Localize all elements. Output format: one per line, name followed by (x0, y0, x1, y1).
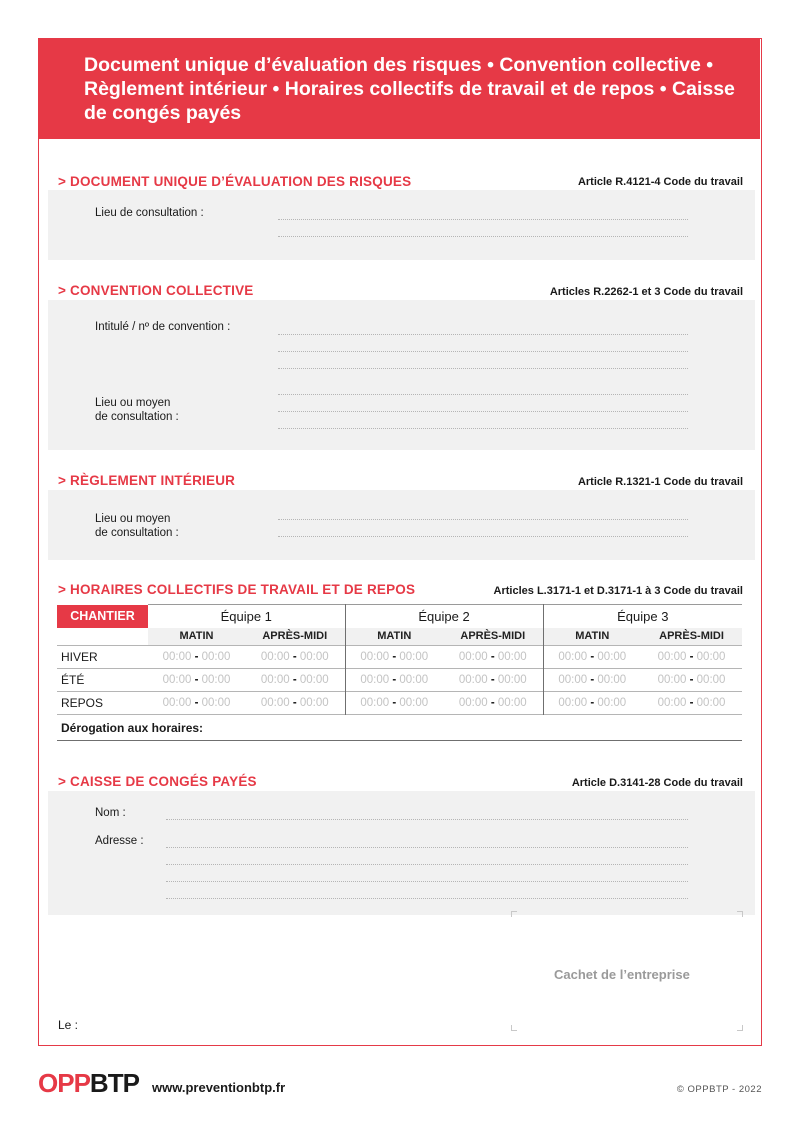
section-title-horaires: > HORAIRES COLLECTIFS DE TRAVAIL ET DE REPOS (58, 582, 416, 597)
section-ref-conges: Article D.3141-28 Code du travail (571, 777, 743, 789)
panel-reglement (48, 490, 755, 560)
time-separator: - (590, 674, 595, 686)
logo-opp: OPP (38, 1068, 90, 1098)
end-time[interactable]: 00:00 (399, 674, 429, 686)
oppbtp-logo (38, 1068, 139, 1099)
end-time[interactable]: 00:00 (597, 697, 627, 709)
end-time[interactable]: 00:00 (497, 674, 527, 686)
schedule-row (57, 646, 742, 669)
time-separator: - (194, 674, 199, 686)
time-slot[interactable] (543, 669, 641, 692)
start-time[interactable]: 00:00 (162, 674, 192, 686)
end-time[interactable]: 00:00 (299, 697, 329, 709)
schedule-row (57, 692, 742, 715)
start-time[interactable]: 00:00 (360, 651, 390, 663)
schedule-row (57, 669, 742, 692)
panel-duer (48, 190, 755, 260)
end-time[interactable]: 00:00 (399, 651, 429, 663)
schedule-row-label: HIVER (57, 646, 148, 669)
start-time[interactable]: 00:00 (162, 697, 192, 709)
reglement-lieu-field-1[interactable] (278, 519, 688, 520)
start-time[interactable]: 00:00 (558, 651, 588, 663)
time-separator: - (194, 697, 199, 709)
time-separator: - (689, 674, 694, 686)
end-time[interactable]: 00:00 (696, 651, 726, 663)
reglement-lieu-label-2: de consultation : (95, 527, 179, 539)
reglement-lieu-label-1: Lieu ou moyen (95, 513, 171, 525)
end-time[interactable]: 00:00 (497, 651, 527, 663)
time-slot[interactable] (345, 646, 443, 669)
time-slot[interactable] (443, 669, 543, 692)
period-matin: MATIN (543, 628, 641, 646)
lieu-moyen-field-3[interactable] (278, 428, 688, 429)
time-slot[interactable] (245, 692, 345, 715)
time-separator: - (490, 674, 495, 686)
time-separator: - (292, 651, 297, 663)
time-slot[interactable] (443, 692, 543, 715)
time-separator: - (490, 697, 495, 709)
section-ref-duer: Article R.4121-4 Code du travail (577, 176, 743, 188)
time-separator: - (490, 651, 495, 663)
section-title-convention: > CONVENTION COLLECTIVE (58, 283, 254, 298)
schedule-row-label: REPOS (57, 692, 148, 715)
intitule-field-3[interactable] (278, 368, 688, 369)
intitule-field-2[interactable] (278, 351, 688, 352)
adresse-label: Adresse : (95, 835, 144, 847)
time-slot[interactable] (543, 646, 641, 669)
time-slot[interactable] (641, 669, 742, 692)
time-separator: - (689, 651, 694, 663)
form-header (39, 39, 760, 139)
time-slot[interactable] (543, 692, 641, 715)
equipe-3-header: Équipe 3 (543, 605, 742, 628)
end-time[interactable]: 00:00 (696, 697, 726, 709)
time-separator: - (590, 651, 595, 663)
section-title-conges: > CAISSE DE CONGÉS PAYÉS (58, 774, 257, 789)
time-separator: - (292, 697, 297, 709)
start-time[interactable]: 00:00 (458, 651, 488, 663)
cachet-label: Cachet de l’entreprise (554, 967, 690, 982)
start-time[interactable]: 00:00 (260, 697, 290, 709)
time-separator: - (392, 651, 397, 663)
end-time[interactable]: 00:00 (597, 651, 627, 663)
start-time[interactable]: 00:00 (260, 651, 290, 663)
time-separator: - (392, 697, 397, 709)
lieu-consultation-field-2[interactable] (278, 236, 688, 237)
section-ref-horaires: Articles L.3171-1 et D.3171-1 à 3 Code du travail (493, 585, 743, 597)
time-slot[interactable] (345, 669, 443, 692)
end-time[interactable]: 00:00 (399, 697, 429, 709)
end-time[interactable]: 00:00 (201, 651, 231, 663)
lieu-moyen-field-1[interactable] (278, 394, 688, 395)
form-title: Document unique d’évaluation des risques • Convention collective • Règlement intérieur • Horaires collectifs de travail et de repos • Caisse de congés payés (84, 54, 735, 124)
time-slot[interactable] (345, 692, 443, 715)
lieu-consultation-field[interactable] (278, 219, 688, 220)
time-slot[interactable] (148, 646, 245, 669)
start-time[interactable]: 00:00 (360, 674, 390, 686)
period-apres-midi: APRÈS-MIDI (641, 628, 742, 646)
time-slot[interactable] (245, 646, 345, 669)
derogation-label: Dérogation aux horaires: (57, 715, 742, 741)
section-ref-reglement: Article R.1321-1 Code du travail (577, 476, 743, 488)
nom-label: Nom : (95, 807, 126, 819)
adresse-field-4[interactable] (166, 898, 688, 899)
time-slot[interactable] (641, 646, 742, 669)
end-time[interactable]: 00:00 (299, 674, 329, 686)
equipe-2-header: Équipe 2 (345, 605, 543, 628)
start-time[interactable]: 00:00 (458, 674, 488, 686)
lieu-moyen-label-1: Lieu ou moyen (95, 397, 171, 409)
footer-copyright: © OPPBTP - 2022 (676, 1084, 762, 1095)
footer-url[interactable]: www.preventionbtp.fr (152, 1080, 286, 1095)
intitule-field-1[interactable] (278, 334, 688, 335)
end-time[interactable]: 00:00 (201, 697, 231, 709)
time-separator: - (194, 651, 199, 663)
time-slot[interactable] (443, 646, 543, 669)
time-separator: - (689, 697, 694, 709)
end-time[interactable]: 00:00 (299, 651, 329, 663)
horaires-table (57, 604, 742, 741)
start-time[interactable]: 00:00 (260, 674, 290, 686)
start-time[interactable]: 00:00 (162, 651, 192, 663)
intitule-convention-label: Intitulé / nº de convention : (95, 321, 231, 333)
start-time[interactable]: 00:00 (657, 674, 687, 686)
section-title-duer: > DOCUMENT UNIQUE D’ÉVALUATION DES RISQUES (58, 174, 412, 189)
period-matin: MATIN (148, 628, 245, 646)
panel-convention (48, 300, 755, 450)
lieu-moyen-label-2: de consultation : (95, 411, 179, 423)
lieu-moyen-field-2[interactable] (278, 411, 688, 412)
adresse-field-2[interactable] (166, 864, 688, 865)
section-ref-convention: Articles R.2262-1 et 3 Code du travail (549, 286, 743, 298)
start-time[interactable]: 00:00 (657, 697, 687, 709)
chantier-header: CHANTIER (57, 605, 148, 628)
time-slot[interactable] (148, 669, 245, 692)
adresse-field-3[interactable] (166, 881, 688, 882)
schedule-row-label: ÉTÉ (57, 669, 148, 692)
start-time[interactable]: 00:00 (657, 651, 687, 663)
time-slot[interactable] (641, 692, 742, 715)
end-time[interactable]: 00:00 (497, 697, 527, 709)
end-time[interactable]: 00:00 (201, 674, 231, 686)
time-separator: - (590, 697, 595, 709)
lieu-consultation-label: Lieu de consultation : (95, 207, 204, 219)
nom-field[interactable] (166, 819, 688, 820)
equipe-1-header: Équipe 1 (148, 605, 345, 628)
section-title-reglement: > RÈGLEMENT INTÉRIEUR (58, 473, 236, 488)
start-time[interactable]: 00:00 (360, 697, 390, 709)
time-separator: - (392, 674, 397, 686)
period-matin: MATIN (345, 628, 443, 646)
start-time[interactable]: 00:00 (458, 697, 488, 709)
start-time[interactable]: 00:00 (558, 697, 588, 709)
end-time[interactable]: 00:00 (696, 674, 726, 686)
end-time[interactable]: 00:00 (597, 674, 627, 686)
form-frame (38, 38, 762, 1046)
period-apres-midi: APRÈS-MIDI (443, 628, 543, 646)
panel-conges (48, 791, 755, 915)
logo-btp: BTP (89, 1068, 139, 1098)
start-time[interactable]: 00:00 (558, 674, 588, 686)
time-separator: - (292, 674, 297, 686)
adresse-field-1[interactable] (166, 847, 688, 848)
period-apres-midi: APRÈS-MIDI (245, 628, 345, 646)
time-slot[interactable] (148, 692, 245, 715)
time-slot[interactable] (245, 669, 345, 692)
reglement-lieu-field-2[interactable] (278, 536, 688, 537)
date-label: Le : (58, 1018, 79, 1032)
